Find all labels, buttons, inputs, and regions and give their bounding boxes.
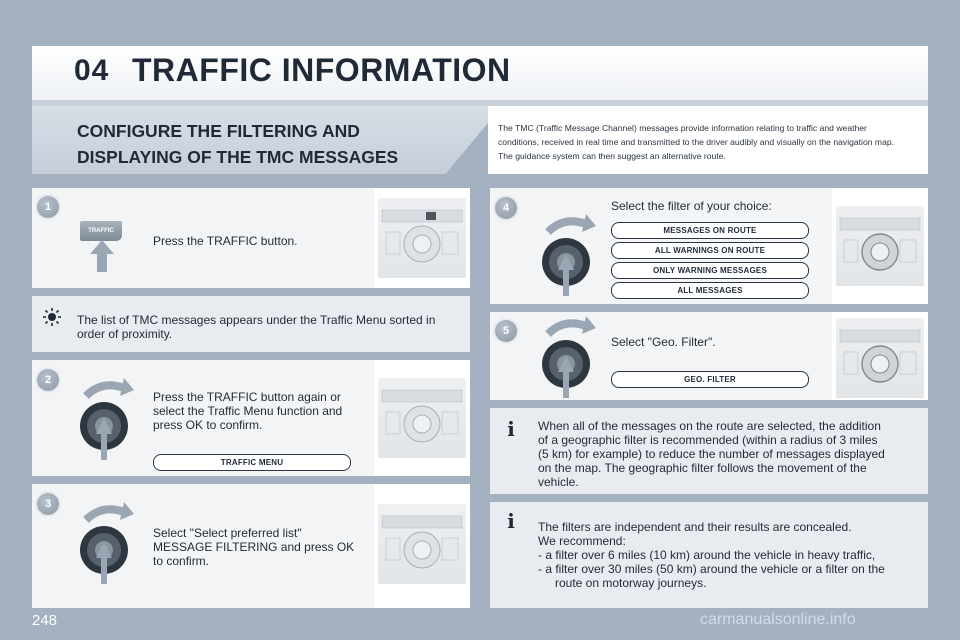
radio-unit-image	[378, 504, 466, 584]
traffic-menu-pill[interactable]: TRAFFIC MENU	[153, 454, 351, 471]
step-4-badge: 4	[495, 197, 517, 219]
info-icon: i	[507, 417, 515, 441]
rotary-knob-icon	[72, 376, 136, 462]
rotary-knob-icon	[534, 314, 598, 400]
info-icon: i	[507, 509, 515, 533]
page-number: 248	[32, 612, 58, 629]
traffic-button-icon: TRAFFIC	[80, 221, 122, 241]
radio-unit-image	[836, 318, 924, 398]
step-2-line: Press the TRAFFIC button again or	[153, 390, 341, 404]
step-1-badge: 1	[37, 196, 59, 218]
filter-option[interactable]: ALL MESSAGES	[611, 282, 809, 299]
step-3-line: Select "Select preferred list"	[153, 526, 302, 540]
step-4-text: Select the filter of your choice:	[611, 199, 772, 213]
step-2-line: press OK to confirm.	[153, 418, 263, 432]
info-1-line: of a geographic filter is recommended (within a radius of 3 miles	[538, 433, 878, 447]
step-2-line: select the Traffic Menu function and	[153, 404, 343, 418]
intro-line: The TMC (Traffic Message Channel) messages provide information relating to traffic and weather	[498, 123, 867, 133]
rotary-knob-icon	[534, 212, 598, 298]
info-1-line: on the map. The geographic filter follows the movement of the	[538, 461, 867, 475]
info-2-text	[538, 520, 885, 590]
section-heading	[77, 118, 497, 170]
intro-text	[498, 121, 923, 163]
radio-unit-icon	[836, 318, 924, 398]
info-2-bullet-cont: route on motorway journeys.	[555, 576, 707, 590]
info-2-bullet: - a filter over 30 miles (50 km) around the vehicle or a filter on the	[538, 562, 885, 576]
info-1-text	[538, 419, 885, 489]
intro-line: conditions, received in real time and transmitted to the driver audibly and visually on the navigation map.	[498, 137, 895, 147]
info-1-line: vehicle.	[538, 475, 579, 489]
radio-unit-image	[836, 206, 924, 286]
intro-line: The guidance system can then suggest an alternative route.	[498, 151, 726, 161]
sun-icon	[42, 307, 62, 327]
radio-unit-image	[378, 378, 466, 458]
step-3-line: to confirm.	[153, 554, 210, 568]
info-2-line: The filters are independent and their results are concealed.	[538, 520, 852, 534]
info-1-line: (5 km) for example) to reduce the number of messages displayed	[538, 447, 885, 461]
radio-unit-icon	[378, 378, 466, 458]
step-3-badge: 3	[37, 493, 59, 515]
section-heading-line: DISPLAYING OF THE TMC MESSAGES	[77, 147, 399, 167]
step-2-text	[153, 390, 342, 432]
tip-line: order of proximity.	[77, 327, 173, 341]
step-5-badge: 5	[495, 320, 517, 342]
step-3-text	[153, 526, 354, 568]
tip-text	[77, 313, 435, 341]
press-arrow-icon	[88, 238, 116, 274]
step-5-text: Select "Geo. Filter".	[611, 335, 716, 349]
info-1-line: When all of the messages on the route are selected, the addition	[538, 419, 881, 433]
tip-line: The list of TMC messages appears under the Traffic Menu sorted in	[77, 313, 436, 327]
radio-unit-image	[378, 198, 466, 278]
radio-unit-icon	[378, 198, 466, 278]
filter-option[interactable]: ALL WARNINGS ON ROUTE	[611, 242, 809, 259]
radio-unit-icon	[378, 504, 466, 584]
step-3-line: MESSAGE FILTERING and press OK	[153, 540, 355, 554]
step-2-badge: 2	[37, 369, 59, 391]
chapter-number: 04	[74, 54, 110, 87]
rotary-knob-icon	[72, 500, 136, 586]
filter-option[interactable]: ONLY WARNING MESSAGES	[611, 262, 809, 279]
chapter-title: TRAFFIC INFORMATION	[132, 52, 511, 88]
geo-filter-pill[interactable]: GEO. FILTER	[611, 371, 809, 388]
info-2-line: We recommend:	[538, 534, 626, 548]
watermark: carmanualsonline.info	[700, 611, 856, 628]
step-1-text: Press the TRAFFIC button.	[153, 234, 298, 248]
filter-option[interactable]: MESSAGES ON ROUTE	[611, 222, 809, 239]
radio-unit-icon	[836, 206, 924, 286]
section-heading-line: CONFIGURE THE FILTERING AND	[77, 121, 360, 141]
info-2-bullet: - a filter over 6 miles (10 km) around the vehicle in heavy traffic,	[538, 548, 876, 562]
